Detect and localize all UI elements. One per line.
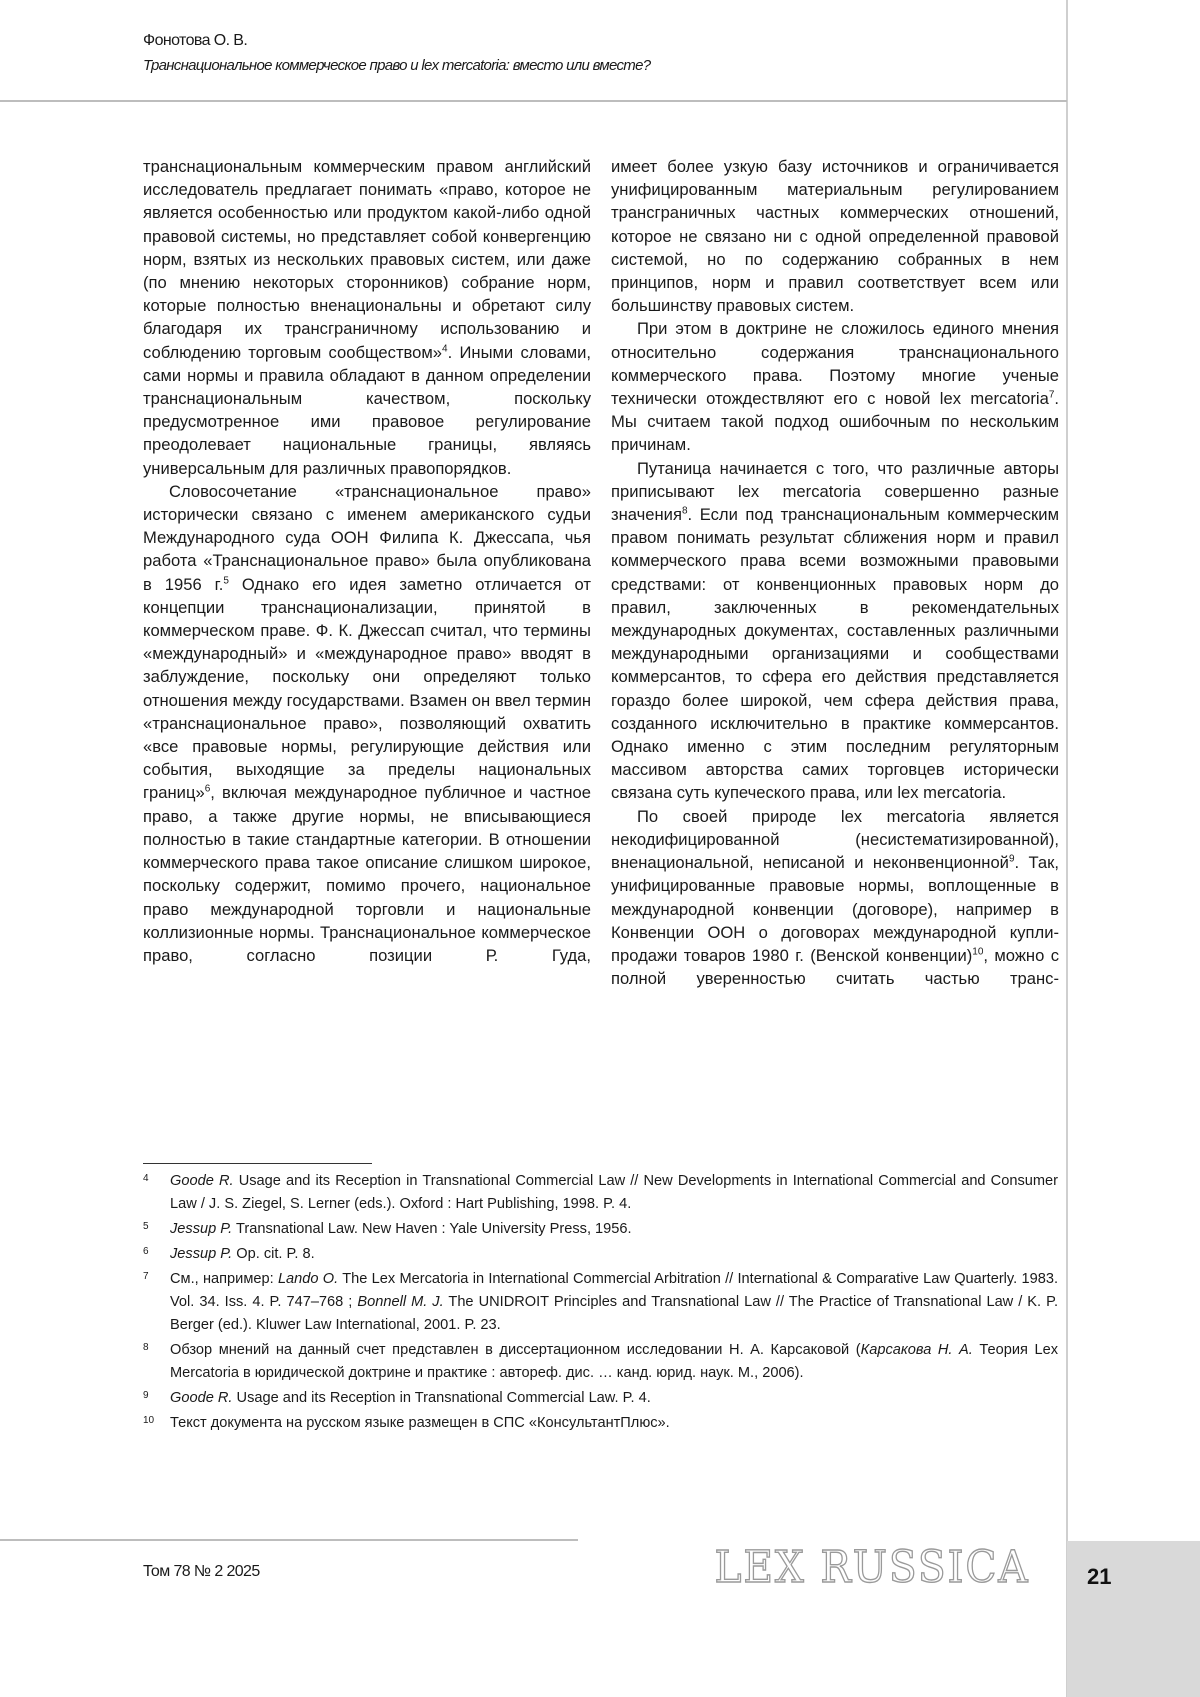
footnote-5 (143, 1218, 1058, 1241)
citation-author: Lando O. (278, 1271, 338, 1287)
text-run: . Мы считаем такой подход ошибочным по нескольким причинам. (611, 389, 1059, 454)
footnote-ref: 7 (1049, 390, 1055, 401)
citation-text: Transnational Law. New Haven : Yale University Press, 1956. (232, 1221, 631, 1237)
citation-text: См., например: (170, 1271, 278, 1287)
paragraph (611, 317, 1059, 456)
text-run: Словосочетание «транснациональное право» исторически связано с именем американского судьи Международного суда ООН Филипа К. Джессапа, чья работа «Транснациональное право» была опубликована в 1956 г. (143, 482, 591, 594)
footnote-separator (143, 1163, 372, 1164)
paragraph (611, 457, 1059, 805)
margin-divider (1066, 0, 1068, 1697)
footnote-number: 7 (143, 1265, 149, 1288)
text-run: . Если под транснациональным коммерческим правом понимать результат сближения норм и правил коммерческого права всеми возможными правовыми средствами: от конвенционных правовых норм до правил, заключенных в рекомендательных международных документах, составленных различными международными организациями и сообществами коммерсантов, то сфера его действия представляется гораздо более широкой, чем сфера действия права, созданного исключительно в практике коммерсантов. Однако именно с этим последним регуляторным массивом авторства самих торговцев исторически связана суть купеческого права, или lex mercatoria. (611, 505, 1059, 802)
footnote-ref: 4 (442, 343, 448, 354)
text-run: . Иными словами, сами нормы и правила обладают в данном определении транснациональным качеством, поскольку предусмотренное ими правовое регулирование преодолевает национальные границы, являясь универсальным для различных правопорядков. (143, 343, 591, 478)
issue-info: Том 78 № 2 2025 (143, 1563, 260, 1581)
footnote-10 (143, 1412, 1058, 1435)
citation-text: The Lex Mercatoria in International Commercial Arbitration // International & Comparative Law Quarterly. 1983. Vol. 34. Iss. 4. P. 747–768 ; (170, 1271, 1058, 1310)
citation-author: Jessup P. (170, 1221, 232, 1237)
running-header-title: Транснациональное коммерческое право и lex mercatoria: вместо или вместе? (143, 57, 650, 74)
citation-text: Обзор мнений на данный счет представлен в диссертационном исследовании Н. А. Карсаковой ( (170, 1342, 861, 1358)
paragraph (611, 805, 1059, 991)
citation-text: Usage and its Reception in Transnational Commercial Law // New Developments in International Commercial and Consumer Law / J. S. Ziegel, S. Lerner (eds.). Oxford : Hart Publishing, 1998. P. 4. (170, 1173, 1058, 1212)
citation-author: Bonnell M. J. (357, 1294, 443, 1310)
paragraph (143, 155, 591, 480)
paragraph (611, 155, 1059, 317)
running-header-author: Фонотова О. В. (143, 32, 247, 50)
footnote-number: 8 (143, 1336, 149, 1359)
footnote-number: 4 (143, 1167, 149, 1190)
footnote-6 (143, 1243, 1058, 1266)
citation-author: Goode R. (170, 1390, 232, 1406)
footnote-number: 5 (143, 1215, 149, 1238)
footnote-number: 6 (143, 1240, 149, 1263)
page-number: 21 (1087, 1564, 1111, 1590)
citation-author: Jessup P. (170, 1246, 232, 1262)
footnote-number: 9 (143, 1384, 149, 1407)
lex-russica-logo (712, 1538, 1032, 1594)
left-text-column (143, 155, 591, 967)
footnote-ref: 10 (972, 946, 983, 957)
citation-text: Теория Lex Mercatoria в юридической доктрине и практике : автореф. дис. … канд. юрид. наук. М., 2006). (170, 1342, 1058, 1381)
citation-author: Goode R. (170, 1173, 234, 1189)
text-run: При этом в доктрине не сложилось единого мнения относительно содержания транснационального коммерческого права. Поэтому многие ученые технически отождествляют его с новой lex mercatoria (611, 319, 1059, 408)
text-run: Однако его идея заметно отличается от концепции транснационализации, принятой в коммерческом праве. Ф. К. Джессап считал, что термины «международный» и «международное право» вводят в заблуждение, поскольку они определяют только отношения между государствами. Взамен он ввел термин «транснациональное право», позволяющий охватить «все правовые нормы, регулирующие действия или события, выходящие за пределы национальных границ» (143, 575, 591, 803)
footnote-4 (143, 1170, 1058, 1216)
right-text-column (611, 155, 1059, 990)
footnote-8 (143, 1339, 1058, 1385)
text-run: , можно с полной уверенностью считать частью транс- (611, 946, 1059, 988)
paragraph (143, 480, 591, 967)
citation-text: Usage and its Reception in Transnational Commercial Law. P. 4. (232, 1390, 650, 1406)
text-run: , включая международное публичное и частное право, а также другие нормы, не вписывающиеся полностью в такие стандартные категории. В отношении коммерческого права такое описание слишком широкое, поскольку содержит, помимо прочего, национальное право международной торговли и национальные коллизионные нормы. Транснациональное коммерческое право, согласно позиции Р. Гуда, (143, 783, 591, 964)
footnote-ref: 5 (223, 575, 229, 586)
footnotes (143, 1170, 1058, 1437)
footnote-ref: 6 (205, 784, 211, 795)
citation-author: Карсакова Н. А. (861, 1342, 973, 1358)
text-run: имеет более узкую базу источников и ограничивается унифицированным материальным регулированием трансграничных частных коммерческих отношений, которое не связано ни с одной определенной правовой системой, но по содержанию собранных в нем принципов, норм и правил соответствует всем или большинству правовых систем. (611, 157, 1059, 315)
citation-text: Op. cit. P. 8. (232, 1246, 314, 1262)
header-rule (0, 100, 1067, 102)
text-run: транснациональным коммерческим правом английский исследователь предлагает понимать «право, которое не является особенностью или продуктом какой-либо одной правовой системы, но представляет собой конвергенцию норм, взятых из нескольких правовых систем, или даже (по мнению некоторых сторонников) собрание норм, которые полностью вненациональны и обретают силу благодаря их трансграничному использованию и соблюдению торговым сообществом» (143, 157, 591, 362)
footer-rule (0, 1539, 578, 1541)
footnote-ref: 9 (1009, 854, 1015, 865)
citation-text: The UNIDROIT Principles and Transnational Law // The Practice of Transnational Law / K. P. Berger (ed.). Kluwer Law International, 2001. P. 23. (170, 1294, 1058, 1333)
footnote-number: 10 (143, 1409, 154, 1432)
citation-text: Текст документа на русском языке размещен в СПС «КонсультантПлюс». (170, 1415, 670, 1431)
text-run: По своей природе lex mercatoria является некодифицированной (несистематизированной), вненациональной, неписаной и неконвенционной (611, 807, 1059, 872)
svg-text:LEX RUSSICA: LEX RUSSICA (715, 1542, 1030, 1593)
footnote-9 (143, 1387, 1058, 1410)
footnote-ref: 8 (682, 506, 688, 517)
text-run: Путаница начинается с того, что различные авторы приписывают lex mercatoria совершенно разные значения (611, 459, 1059, 524)
footnote-7 (143, 1268, 1058, 1337)
text-run: . Так, унифицированные правовые нормы, воплощенные в международной конвенции (договоре), например в Конвенции ООН о договорах международной купли-продажи товаров 1980 г. (Венской конвенции) (611, 853, 1059, 965)
